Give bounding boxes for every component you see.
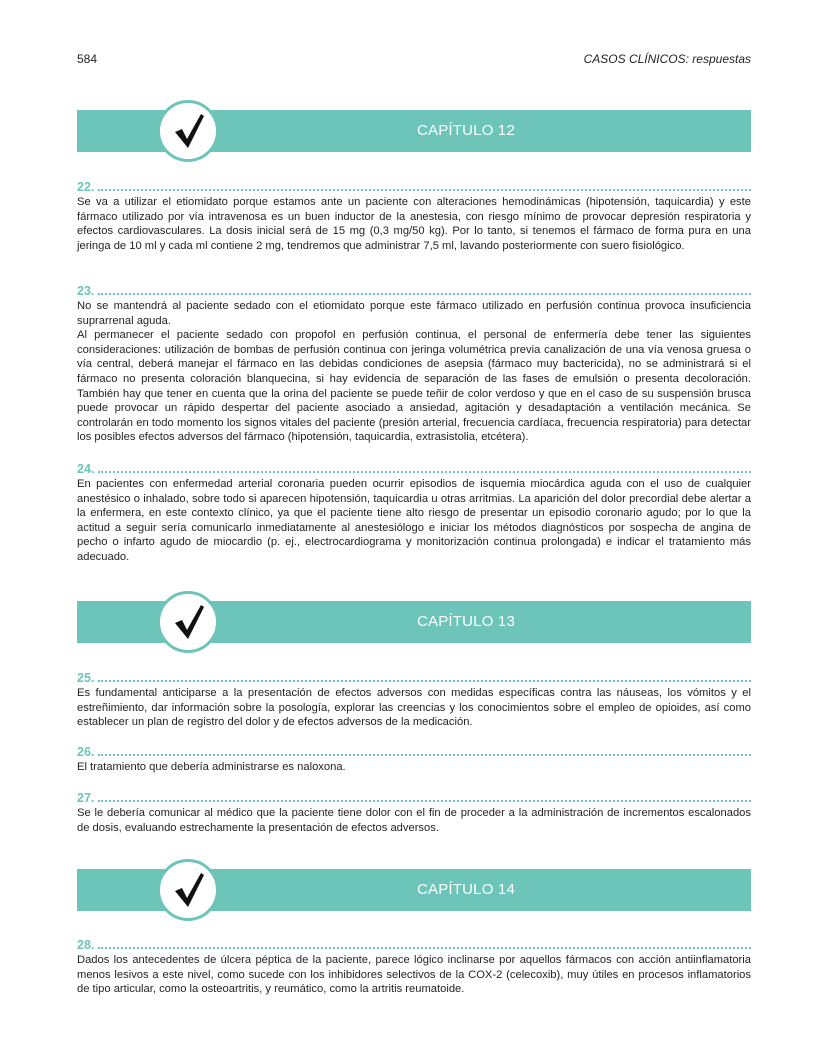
answer-paragraph: Se va a utilizar el etiomidato porque estamos ante un paciente con alteraciones hemodinámicas (hipotensión, taquicardia) y este fármaco utilizado por vía intravenosa es un buen inductor de la anestesia, con riesgo mínimo de provocar depresión respiratoria y efectos cardiovasculares. La dosis inicial será de 15 mg (0,3 mg/50 kg). Por lo tanto, si tenemos el fármaco de forma pura en una jeringa de 10 ml y cada ml contiene 2 mg, tendremos que administrar 7,5 ml, lavando posteriormente con suero fisiológico. xyxy=(77,196,751,252)
running-head-title: CASOS CLÍNICOS: xyxy=(583,52,689,66)
chapter-title: CAPÍTULO 14 xyxy=(416,881,516,898)
answer-number: 24. xyxy=(77,462,95,476)
answer-number: 25. xyxy=(77,671,95,685)
page-number: 584 xyxy=(77,52,98,66)
answer-26 xyxy=(77,745,751,775)
answer-25 xyxy=(77,671,751,730)
dotted-rule xyxy=(98,938,751,949)
answer-28 xyxy=(77,938,751,997)
running-head-subtitle: respuestas xyxy=(692,52,751,66)
answer-number: 26. xyxy=(77,745,95,759)
answer-paragraph: No se mantendrá al paciente sedado con el etiomidato porque este fármaco utilizado en perfusión continua provoca insuficiencia suprarrenal aguda. xyxy=(77,300,751,327)
answer-number: 22. xyxy=(77,180,95,194)
running-head xyxy=(584,52,751,66)
dotted-rule xyxy=(98,745,751,756)
answer-paragraph: Es fundamental anticiparse a la presentación de efectos adversos con medidas específicas contra las náuseas, los vómitos y el estreñimiento, dar información sobre la posología, explorar las creencias y los conocimientos sobre el empleo de opioides, así como establecer un plan de registro del dolor y de efectos adversos de la medicación. xyxy=(77,687,751,729)
answer-number: 23. xyxy=(77,284,95,298)
answer-paragraph: Al permanecer el paciente sedado con propofol en perfusión continua, el personal de enfermería debe tener las siguientes consideraciones: utilización de bombas de perfusión continua con jeringa volumétrica previa canalización de una vía venosa gruesa o vía central, deberá manejar el fármaco en las debidas condiciones de asepsia (fármaco muy bactericida), no se administrará si el fármaco no presenta coloración blanquecina, si hay evidencia de separación de las fases de emulsión o presenta decoloración. También hay que tener en cuenta que la orina del paciente se puede teñir de color verdoso y que en el caso de su suspensión brusca puede provocar un rápido despertar del paciente asociado a ansiedad, agitación y desadaptación a ventilación mecánica. Se controlarán en todo momento los signos vitales del paciente (presión arterial, frecuencia cardíaca, frecuencia respiratoria) para detectar los posibles efectos adversos del fármaco (hipotensión, taquicardia, extrasistolia, etcétera). xyxy=(77,329,751,444)
chapter-title: CAPÍTULO 13 xyxy=(416,613,516,630)
answer-paragraph: Se le debería comunicar al médico que la paciente tiene dolor con el fin de proceder a la administración de incrementos escalonados de dosis, evaluando estrechamente la presentación de efectos adversos. xyxy=(77,807,751,834)
chapter-banner-12 xyxy=(77,110,751,152)
answer-number: 27. xyxy=(77,791,95,805)
chapter-banner-14 xyxy=(77,869,751,911)
answer-27 xyxy=(77,791,751,835)
dotted-rule xyxy=(98,284,751,295)
answer-paragraph: Dados los antecedentes de úlcera péptica de la paciente, parece lógico inclinarse por aquellos fármacos con acción antiinflamatoria menos lesivos a este nivel, como sucede con los inhibidores selectivos de la COX-2 (celecoxib), muy útiles en procesos inflamatorios de tipo articular, como la osteoartritis, y reumático, como la artritis reumatoide. xyxy=(77,954,751,996)
answer-paragraph: En pacientes con enfermedad arterial coronaria pueden ocurrir episodios de isquemia miocárdica aguda con el uso de cualquier anestésico o inhalado, sobre todo si aparecen hipotensión, taquicardia u otras arritmias. La aparición del dolor precordial debe alertar a la enfermera, en este contexto clínico, ya que el paciente tiene alto riesgo de presentar un episodio coronario agudo; por lo que la actitud a seguir sería comunicarlo inmediatamente al anestesiólogo e iniciar los métodos diagnósticos por sospecha de angina de pecho o infarto agudo de miocardio (p. ej., electrocardiograma y monitorización continua prolongada) e indicar el tratamiento más adecuado. xyxy=(77,478,751,563)
dotted-rule xyxy=(98,462,751,473)
answer-paragraph: El tratamiento que debería administrarse es naloxona. xyxy=(77,761,346,773)
chapter-banner-13 xyxy=(77,601,751,643)
dotted-rule xyxy=(98,791,751,802)
answer-23 xyxy=(77,284,751,445)
answer-number: 28. xyxy=(77,938,95,952)
answer-22 xyxy=(77,180,751,253)
chapter-title: CAPÍTULO 12 xyxy=(416,122,516,139)
dotted-rule xyxy=(98,180,751,191)
dotted-rule xyxy=(98,671,751,682)
answer-24 xyxy=(77,462,751,565)
